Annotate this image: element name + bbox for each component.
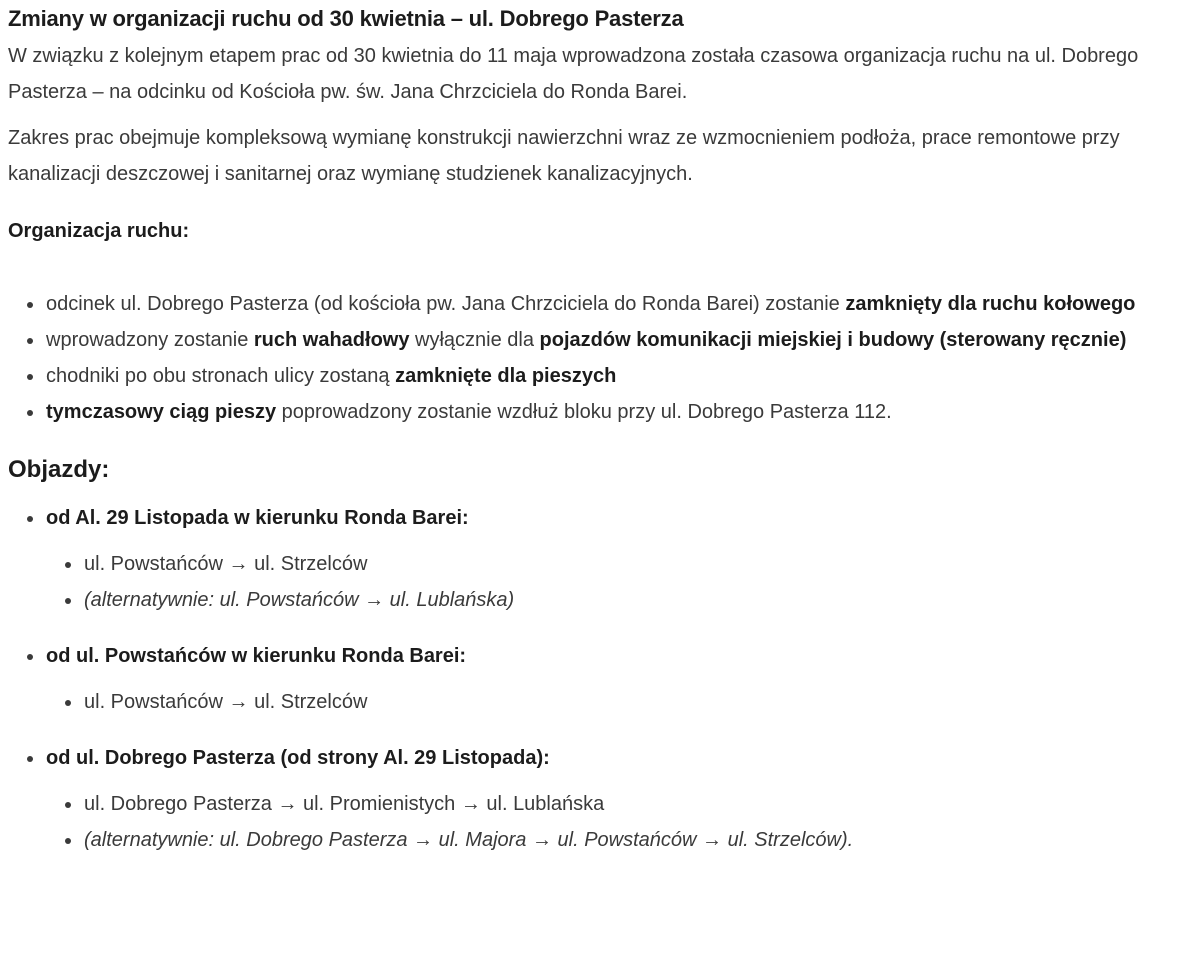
route-steps <box>46 786 1192 858</box>
item-text: wprowadzony zostanie <box>46 329 254 351</box>
intro-paragraph: W związku z kolejnym etapem prac od 30 kwietnia do 11 maja wprowadzona została czasowa organizacja ruchu na ul. Dobrego Pasterza – na odcinku od Kościoła pw. św. Jana Chrzciciela do Ronda Barei. <box>8 45 1139 103</box>
route-step: ul. Powstańców → ul. Strzelców <box>84 546 1192 582</box>
detour-routes-list <box>8 500 1192 858</box>
route-step-alternative: (alternatywnie: ul. Powstańców → ul. Lublańska) <box>84 582 1192 618</box>
organization-heading: Organizacja ruchu: <box>8 220 190 242</box>
route-steps <box>46 684 1192 720</box>
item-text: wyłącznie dla <box>409 329 540 351</box>
route-step: ul. Dobrego Pasterza → ul. Promienistych → ul. Lublańska <box>84 786 1192 822</box>
item-emphasis: zamknięte dla pieszych <box>395 365 617 387</box>
item-emphasis: tymczasowy ciąg pieszy <box>46 401 277 423</box>
list-item <box>46 358 1192 394</box>
detour-route <box>46 740 1192 858</box>
route-step: ul. Powstańców → ul. Strzelców <box>84 684 1192 720</box>
route-steps <box>46 546 1192 618</box>
route-step-alternative: (alternatywnie: ul. Dobrego Pasterza → ul. Majora → ul. Powstańców → ul. Strzelców). <box>84 822 1192 858</box>
page-title: Zmiany w organizacji ruchu od 30 kwietnia – ul. Dobrego Pasterza <box>8 6 684 31</box>
item-text: odcinek ul. Dobrego Pasterza (od kościoła pw. Jana Chrzciciela do Ronda Barei) zostanie <box>46 293 846 315</box>
detour-route <box>46 500 1192 618</box>
organization-list <box>8 286 1192 430</box>
item-emphasis: pojazdów komunikacji miejskiej i budowy (sterowany ręcznie) <box>539 329 1127 351</box>
route-label: od ul. Powstańców w kierunku Ronda Barei: <box>46 645 467 667</box>
list-item <box>46 394 1192 430</box>
detours-heading: Objazdy: <box>8 456 110 483</box>
route-label: od Al. 29 Listopada w kierunku Ronda Barei: <box>46 507 469 529</box>
route-label: od ul. Dobrego Pasterza (od strony Al. 29 Listopada): <box>46 747 550 769</box>
item-emphasis: ruch wahadłowy <box>253 329 410 351</box>
item-text: chodniki po obu stronach ulicy zostaną <box>46 365 396 387</box>
scope-paragraph: Zakres prac obejmuje kompleksową wymianę konstrukcji nawierzchni wraz ze wzmocnieniem podłoża, prace remontowe przy kanalizacji deszczowej i sanitarnej oraz wymianę studzienek kanalizacyjnych. <box>8 127 1120 185</box>
detour-route <box>46 638 1192 720</box>
list-item <box>46 286 1192 322</box>
list-item <box>46 322 1192 358</box>
item-emphasis: zamknięty dla ruchu kołowego <box>845 293 1136 315</box>
item-text: poprowadzony zostanie wzdłuż bloku przy ul. Dobrego Pasterza 112. <box>276 401 892 423</box>
